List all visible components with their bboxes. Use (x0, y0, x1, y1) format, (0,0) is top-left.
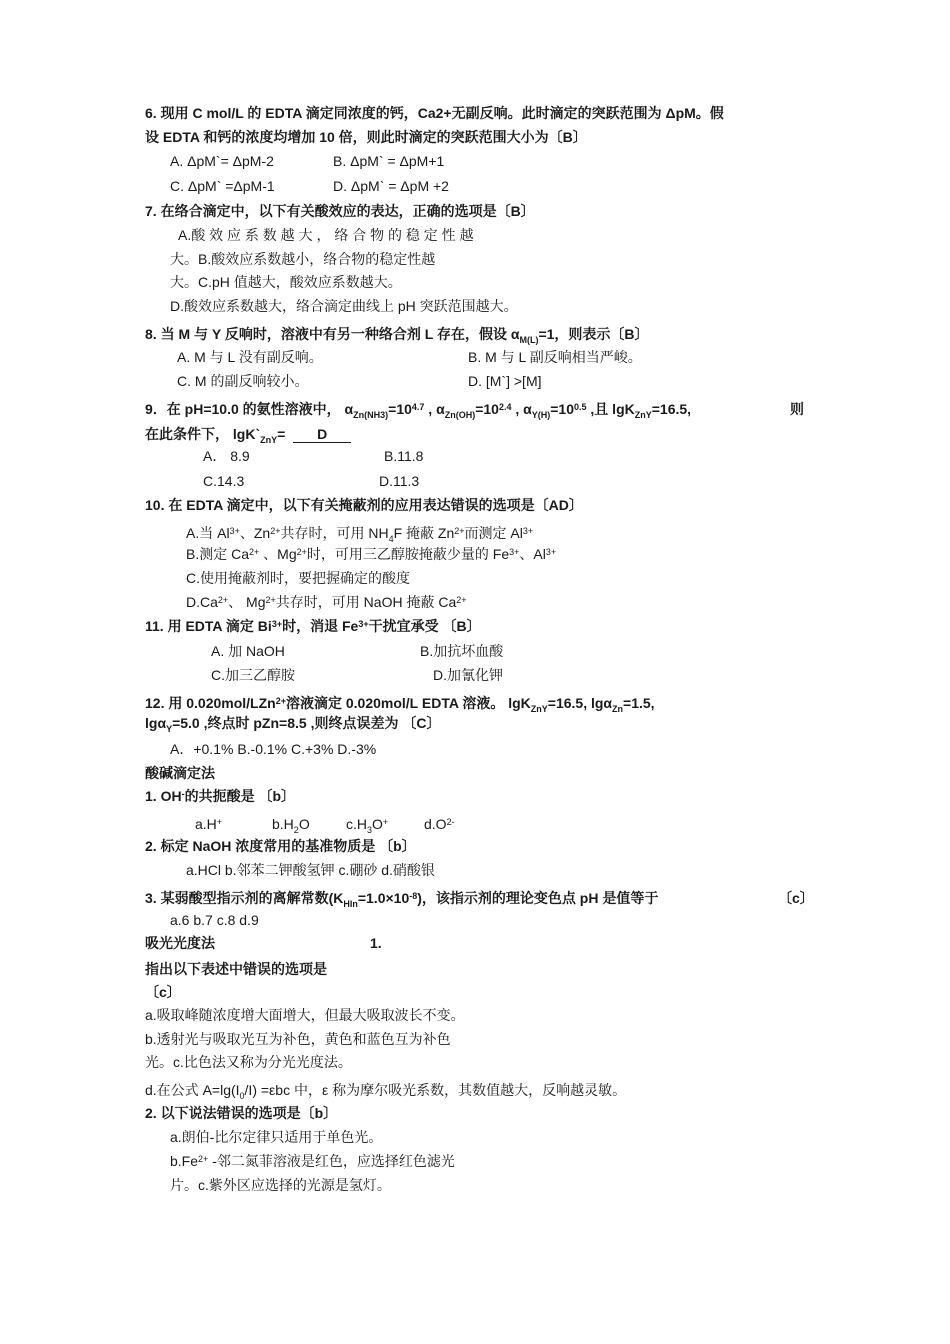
photo-q1-answer: 〔c〕 (145, 984, 181, 1000)
q11-option-d: D.加氰化钾 (433, 667, 503, 683)
section-acid-base-title: 酸碱滴定法 (145, 765, 215, 781)
q12-options: A．+0.1% B.-0.1% C.+3% D.-3% (170, 741, 377, 757)
acid-q1-option-a: a.H+ (195, 816, 223, 832)
acid-q1-option-c: $c.H_3O^+$ (346, 816, 389, 835)
q11-option-c: C.加三乙醇胺 (211, 667, 295, 683)
photo-q1-number: 1. (370, 935, 382, 951)
q6-option-c: C. ΔpM` =ΔpM-1 (170, 178, 275, 194)
q7-line1: A.酸 效 应 系 数 越 大 ， 络 合 物 的 稳 定 性 越 (178, 227, 474, 243)
photo-q2-option-a: a.朗伯-比尔定律只适用于单色光。 (170, 1129, 383, 1145)
q10-option-d: $D.Ca^{2+}$、 $Mg^{2+}$共存时，可用 NaOH 掩蔽 $Ca^{2+}$ (186, 594, 467, 610)
q9-option-d: D.11.3 (379, 473, 420, 489)
photo-q2-stem: 2. 以下说法错误的选项是〔b〕 (145, 1105, 338, 1121)
acid-q1-stem: 1. OH-的共扼酸是 〔b〕 (145, 788, 296, 804)
q10-stem: 10. 在 EDTA 滴定中，以下有关掩蔽剂的应用表达错误的选项是〔AD〕 (145, 497, 583, 513)
q9-option-c: C.14.3 (203, 473, 245, 489)
q9-stem-line2: 在此条件下， $\lg K`_{ZnY}= D$ (145, 425, 351, 443)
q12-stem-line2: lgα$_Y$=5.0 ,终点时 pZn=8.5 ,则终点误差为 〔C〕 (145, 715, 441, 734)
q9-answer: D (293, 426, 351, 443)
q6-option-b: B. ΔpM` = ΔpM+1 (333, 153, 445, 169)
q8-option-c: C. M 的副反响较小。 (177, 373, 309, 389)
q8-stem: 8. 当 M 与 Y 反响时，溶液中有另一种络合剂 L 存在，假设 $\alpha_{M(L)}=1$，则表示〔B〕 (145, 326, 649, 345)
q9-stem-then: 则 (790, 401, 804, 417)
photo-q2-option-b-line1: $b.Fe^{2+}$ -邻二氮菲溶液是红色，应选择红色滤光 (170, 1153, 455, 1169)
q6-stem-line1: 6. 现用 C mol/L 的 EDTA 滴定同浓度的钙，Ca2+无副反响。此时滴定的突跃范围为 ΔpM。假 (145, 105, 724, 121)
q8-option-b: B. M 与 L 副反响相当严峻。 (468, 349, 642, 365)
q11-option-b: B.加抗坏血酸 (420, 643, 504, 659)
acid-q1-option-d: $d.O^{2-}$ (424, 816, 455, 832)
acid-q1-option-b: $b.H_2O$ (272, 816, 310, 835)
photo-q1-option-a: a.吸取峰随浓度增大面增大，但最大吸取波长不变。 (145, 1007, 465, 1023)
acid-q3-answer: 〔c〕 (778, 890, 814, 906)
q10-option-b: B.测定 $Ca^{2+}$ 、$Mg^{2+}$时，可用三乙醇胺掩蔽少量的 $Fe^{3+}$、$Al^{3+}$ (186, 546, 557, 562)
photo-q2-option-b-line2: 片。c.紫外区应选择的光源是氢灯。 (170, 1177, 391, 1193)
q9-option-b: B.11.8 (384, 448, 424, 464)
q12-stem-line1: 12. 用 0.020mol/LZn$^{2+}$溶液滴定 0.020mol/L EDTA 溶液。 lgK$_{ZnY}$=16.5, lgα$_{Zn}$=1.5, (145, 695, 655, 714)
photo-q1-option-b-line1: b.透射光与吸取光互为补色，黄色和蓝色互为补色 (145, 1031, 451, 1047)
section-photometry-title: 吸光光度法 (145, 935, 215, 951)
acid-q2-stem: 2. 标定 NaOH 浓度常用的基准物质是 〔b〕 (145, 838, 416, 854)
q6-option-a: A. ΔpM`= ΔpM-2 (170, 153, 274, 169)
photo-q1-stem: 指出以下表述中错误的选项是 (145, 961, 327, 977)
q7-line3: 大。C.pH 值越大，酸效应系数越大。 (170, 274, 402, 290)
photo-q1-option-b-line2: 光。c.比色法又称为分光光度法。 (145, 1054, 352, 1070)
photo-q1-option-d: d.在公式 $A=\lg(I_0/I) =\varepsilon bc$ 中，ε 称为摩尔吸光系数，其数值越大，反响越灵敏。 (145, 1082, 627, 1101)
acid-q3-stem: 3. 某弱酸型指示剂的离解常数$(K_{HIn}=1.0\times 10^{-8})$，该指示剂的理论变色点 pH 是值等于 (145, 890, 659, 909)
q11-option-a: A. 加 NaOH (211, 643, 285, 659)
q8-option-a: A. M 与 L 没有副反响。 (177, 349, 323, 365)
q7-line2: 大。B.酸效应系数越小，络合物的稳定性越 (170, 251, 436, 267)
acid-q3-options: a.6 b.7 c.8 d.9 (170, 912, 259, 928)
q8-option-d: D. [M`] >[M] (468, 373, 542, 389)
q10-option-c: C.使用掩蔽剂时，要把握确定的酸度 (186, 570, 410, 586)
q6-stem-line2: 设 EDTA 和钙的浓度均增加 10 倍，则此时滴定的突跃范围大小为〔B〕 (145, 129, 587, 145)
q7-line4: D.酸效应系数越大，络合滴定曲线上 pH 突跃范围越大。 (170, 298, 518, 314)
q9-option-a: A． 8.9 (203, 448, 250, 464)
q9-stem-line1: 9．在 pH=10.0 的氨性溶液中， $\alpha_{Zn(NH3)}=10^{4.7}$ , $\alpha_{Zn(OH)}=10^{2.4}$ , $\alpha_{Y(H)}=10^{0.5}$ ,且 lgK$_{ZnY}$=16.5, (145, 401, 692, 420)
q11-stem: 11. 用 EDTA 滴定 $Bi^{3+}$时，消退 $Fe^{3+}$干扰宜承受 〔B〕 (145, 618, 481, 634)
q7-stem: 7. 在络合滴定中，以下有关酸效应的表达，正确的选项是〔B〕 (145, 203, 535, 219)
q6-option-d: D. ΔpM` = ΔpM +2 (333, 178, 449, 194)
q10-option-a: A.当 $Al^{3+}$、$Zn^{2+}$共存时，可用 $NH_4F$ 掩蔽 $Zn^{2+}$而测定 $Al^{3+}$ (186, 525, 534, 544)
acid-q2-options: a.HCl b.邻苯二钾酸氢钾 c.硼砂 d.硝酸银 (186, 862, 435, 878)
